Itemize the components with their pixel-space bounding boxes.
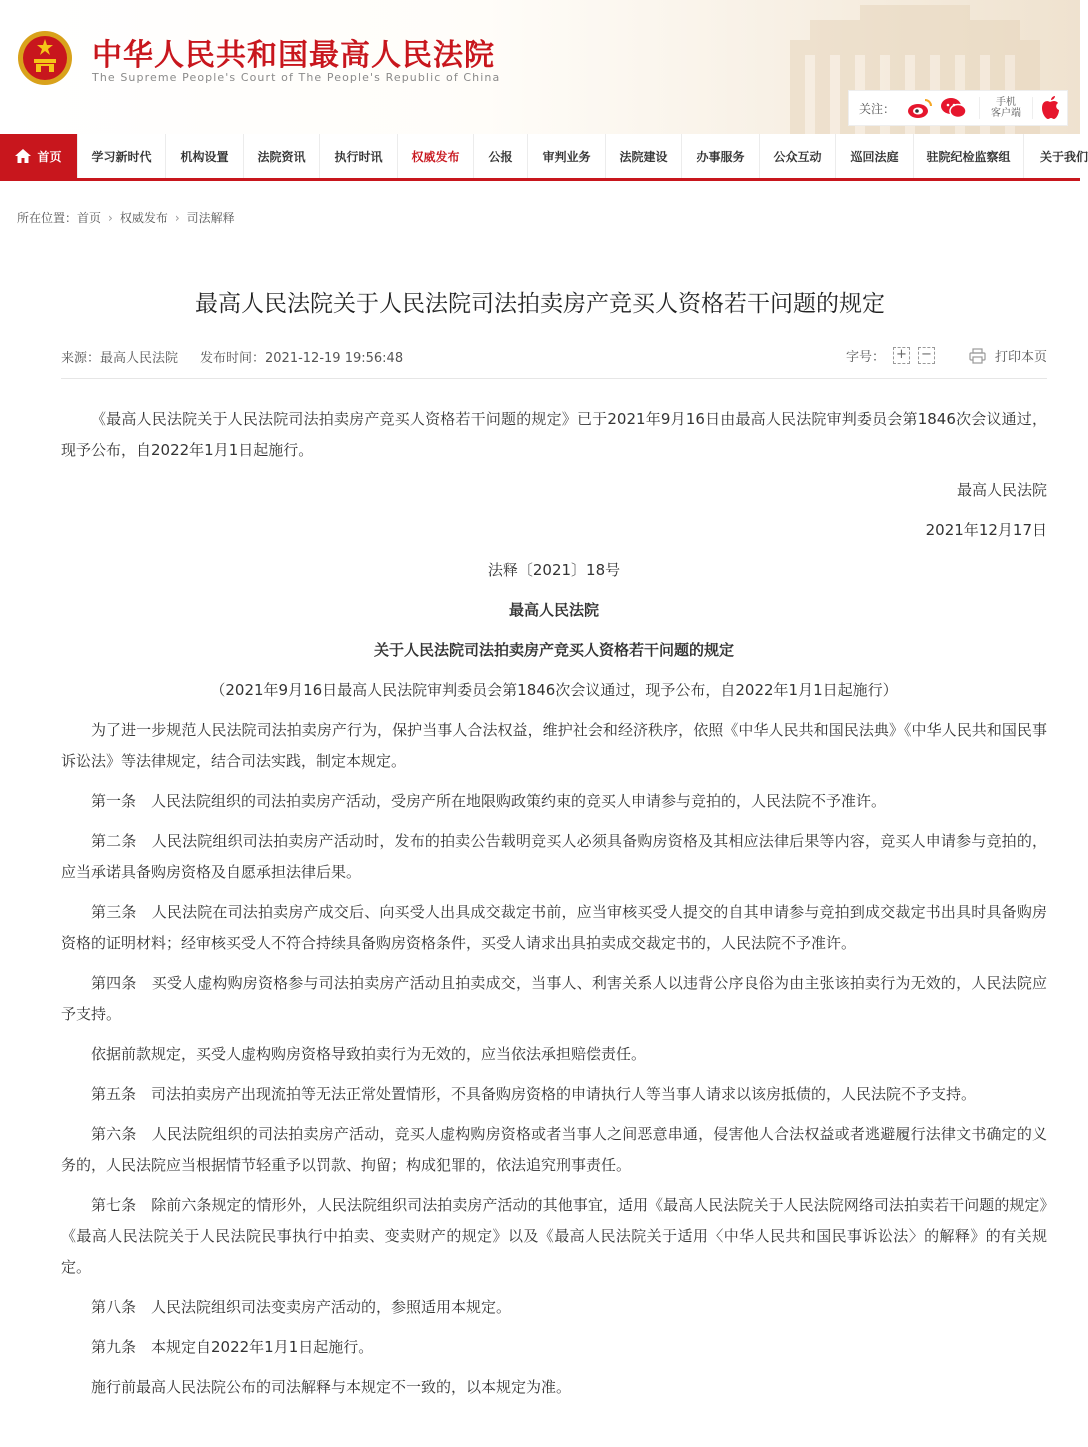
printer-icon [969,348,986,364]
site-header [0,0,1080,134]
article-publish-time: 发布时间：2021-12-19 19:56:48 [200,351,404,366]
article-1-paragraph: 第一条 人民法院组织的司法拍卖房产活动，受房产所在地限购政策约束的竞买人申请参与竞拍的，人民法院不予准许。 [91,792,887,810]
article-body [61,404,1047,1412]
nav-item-organization[interactable]: 机构设置 [166,134,244,178]
article-signature: 最高人民法院 [956,481,1047,499]
site-subtitle: The Supreme People's Court of The People's Republic of China [92,71,501,84]
nav-item-gazette[interactable]: 公报 [474,134,528,178]
breadcrumb [17,209,235,226]
site-title[interactable]: 中华人民共和国最高人民法院 [92,38,495,73]
follow-bar [848,90,1068,126]
nav-item-authoritative-release[interactable]: 权威发布 [398,134,474,178]
nav-item-discipline-team[interactable]: 驻院纪检监察组 [914,134,1024,178]
nav-item-services[interactable]: 办事服务 [682,134,760,178]
main-nav [0,134,1088,181]
article-date: 2021年12月17日 [925,521,1047,539]
font-decrease-button[interactable]: − [918,347,935,364]
article-9-paragraph-2: 施行前最高人民法院公布的司法解释与本规定不一致的，以本规定为准。 [91,1378,572,1396]
nav-item-enforcement-news[interactable]: 执行时讯 [320,134,398,178]
font-increase-button[interactable]: + [893,347,910,364]
font-size-label: 字号： [845,350,885,365]
nav-label-home: 首页 [37,149,62,164]
nav-item-study[interactable]: 学习新时代 [78,134,166,178]
heading-title: 关于人民法院司法拍卖房产竞买人资格若干问题的规定 [373,641,734,659]
article-8-paragraph: 第八条 人民法院组织司法变卖房产活动的，参照适用本规定。 [91,1298,512,1316]
house-icon [15,149,31,163]
article-4-paragraph-2: 依据前款规定，买受人虚构购房资格导致拍卖行为无效的，应当依法承担赔偿责任。 [91,1045,647,1063]
app-label-line1: 手机 [996,97,1017,108]
nav-item-about[interactable]: 关于我们 [1040,149,1088,164]
chevron-right-icon: › [108,211,113,225]
breadcrumb-prefix: 所在位置： [17,211,78,225]
article-tools [846,346,1047,365]
print-button[interactable] [969,346,1047,365]
nav-item-public-interaction[interactable]: 公众互动 [760,134,836,178]
breadcrumb-authoritative-release[interactable]: 权威发布 [119,211,168,225]
apple-icon[interactable] [1033,91,1067,125]
article-source: 来源：最高人民法院 [61,351,179,366]
nav-item-court-news[interactable]: 法院资讯 [244,134,320,178]
print-label: 打印本页 [994,350,1047,365]
heading-organization: 最高人民法院 [508,601,599,619]
article-3-paragraph: 第三条 人民法院在司法拍卖房产成交后、向买受人出具成交裁定书前，应当审核买受人提交的自其申请参与竞拍到成交裁定书出具时具备购房资格的证明材料；经审核买受人不符合持续具备购房资格条件，买受人请求出具拍卖成交裁定书的，人民法院不予准许。 [61,903,1047,952]
article-7-paragraph: 第七条 除前六条规定的情形外，人民法院组织司法拍卖房产活动的其他事宜，适用《最高人民法院关于人民法院网络司法拍卖若干问题的规定》《最高人民法院关于人民法院民事执行中拍卖、变卖财产的规定》以及《最高人民法院关于适用〈中华人民共和国民事诉讼法〉的解释》的有关规定。 [61,1196,1047,1276]
nav-item-home[interactable] [0,134,78,178]
article-2-paragraph: 第二条 人民法院组织司法拍卖房产活动时，发布的拍卖公告载明竞买人必须具备购房资格及其相应法律后果等内容，竞买人申请参与竞拍的，应当承诺具备购房资格及自愿承担法律后果。 [61,832,1047,881]
nav-item-court-construction[interactable]: 法院建设 [606,134,682,178]
chevron-right-icon: › [174,211,180,225]
wechat-icon[interactable] [937,91,971,125]
article-intro: 《最高人民法院关于人民法院司法拍卖房产竞买人资格若干问题的规定》已于2021年9月16日由最高人民法院审判委员会第1846次会议通过，现予公布，自2022年1月1日起施行。 [61,410,1047,459]
article-title: 最高人民法院关于人民法院司法拍卖房产竞买人资格若干问题的规定 [195,291,885,317]
preamble-paragraph: 为了进一步规范人民法院司法拍卖房产行为，保护当事人合法权益，维护社会和经济秩序，依照《中华人民共和国民法典》《中华人民共和国民事诉讼法》等法律规定，结合司法实践，制定本规定。 [61,721,1047,770]
app-label-line2: 客户端 [991,108,1022,119]
national-emblem-icon[interactable] [17,30,73,86]
follow-label: 关注： [859,101,896,116]
nav-item-trial-business[interactable]: 审判业务 [528,134,606,178]
breadcrumb-judicial-interpretation[interactable]: 司法解释 [186,211,235,225]
article-5-paragraph: 第五条 司法拍卖房产出现流拍等无法正常处置情形，不具备购房资格的申请执行人等当事人请求以该房抵债的，人民法院不予支持。 [91,1085,977,1103]
meta-divider [61,378,1047,379]
document-number: 法释〔2021〕18号 [487,561,621,579]
article-meta [61,347,403,366]
mobile-app-link[interactable] [979,97,1033,119]
breadcrumb-home[interactable]: 首页 [77,211,102,225]
nav-item-circuit-courts[interactable]: 巡回法庭 [836,134,914,178]
heading-note: （2021年9月16日最高人民法院审判委员会第1846次会议通过，现予公布，自2022年1月1日起施行） [210,681,898,699]
article-6-paragraph: 第六条 人民法院组织的司法拍卖房产活动，竞买人虚构购房资格或者当事人之间恶意串通，侵害他人合法权益或者逃避履行法律文书确定的义务的，人民法院应当根据情节轻重予以罚款、拘留；构成犯罪的，依法追究刑事责任。 [61,1125,1047,1174]
weibo-icon[interactable] [903,91,937,125]
article-9-paragraph: 第九条 本规定自2022年1月1日起施行。 [91,1338,374,1356]
article-4-paragraph: 第四条 买受人虚构购房资格参与司法拍卖房产活动且拍卖成交，当事人、利害关系人以违背公序良俗为由主张该拍卖行为无效的，人民法院应予支持。 [61,974,1047,1023]
